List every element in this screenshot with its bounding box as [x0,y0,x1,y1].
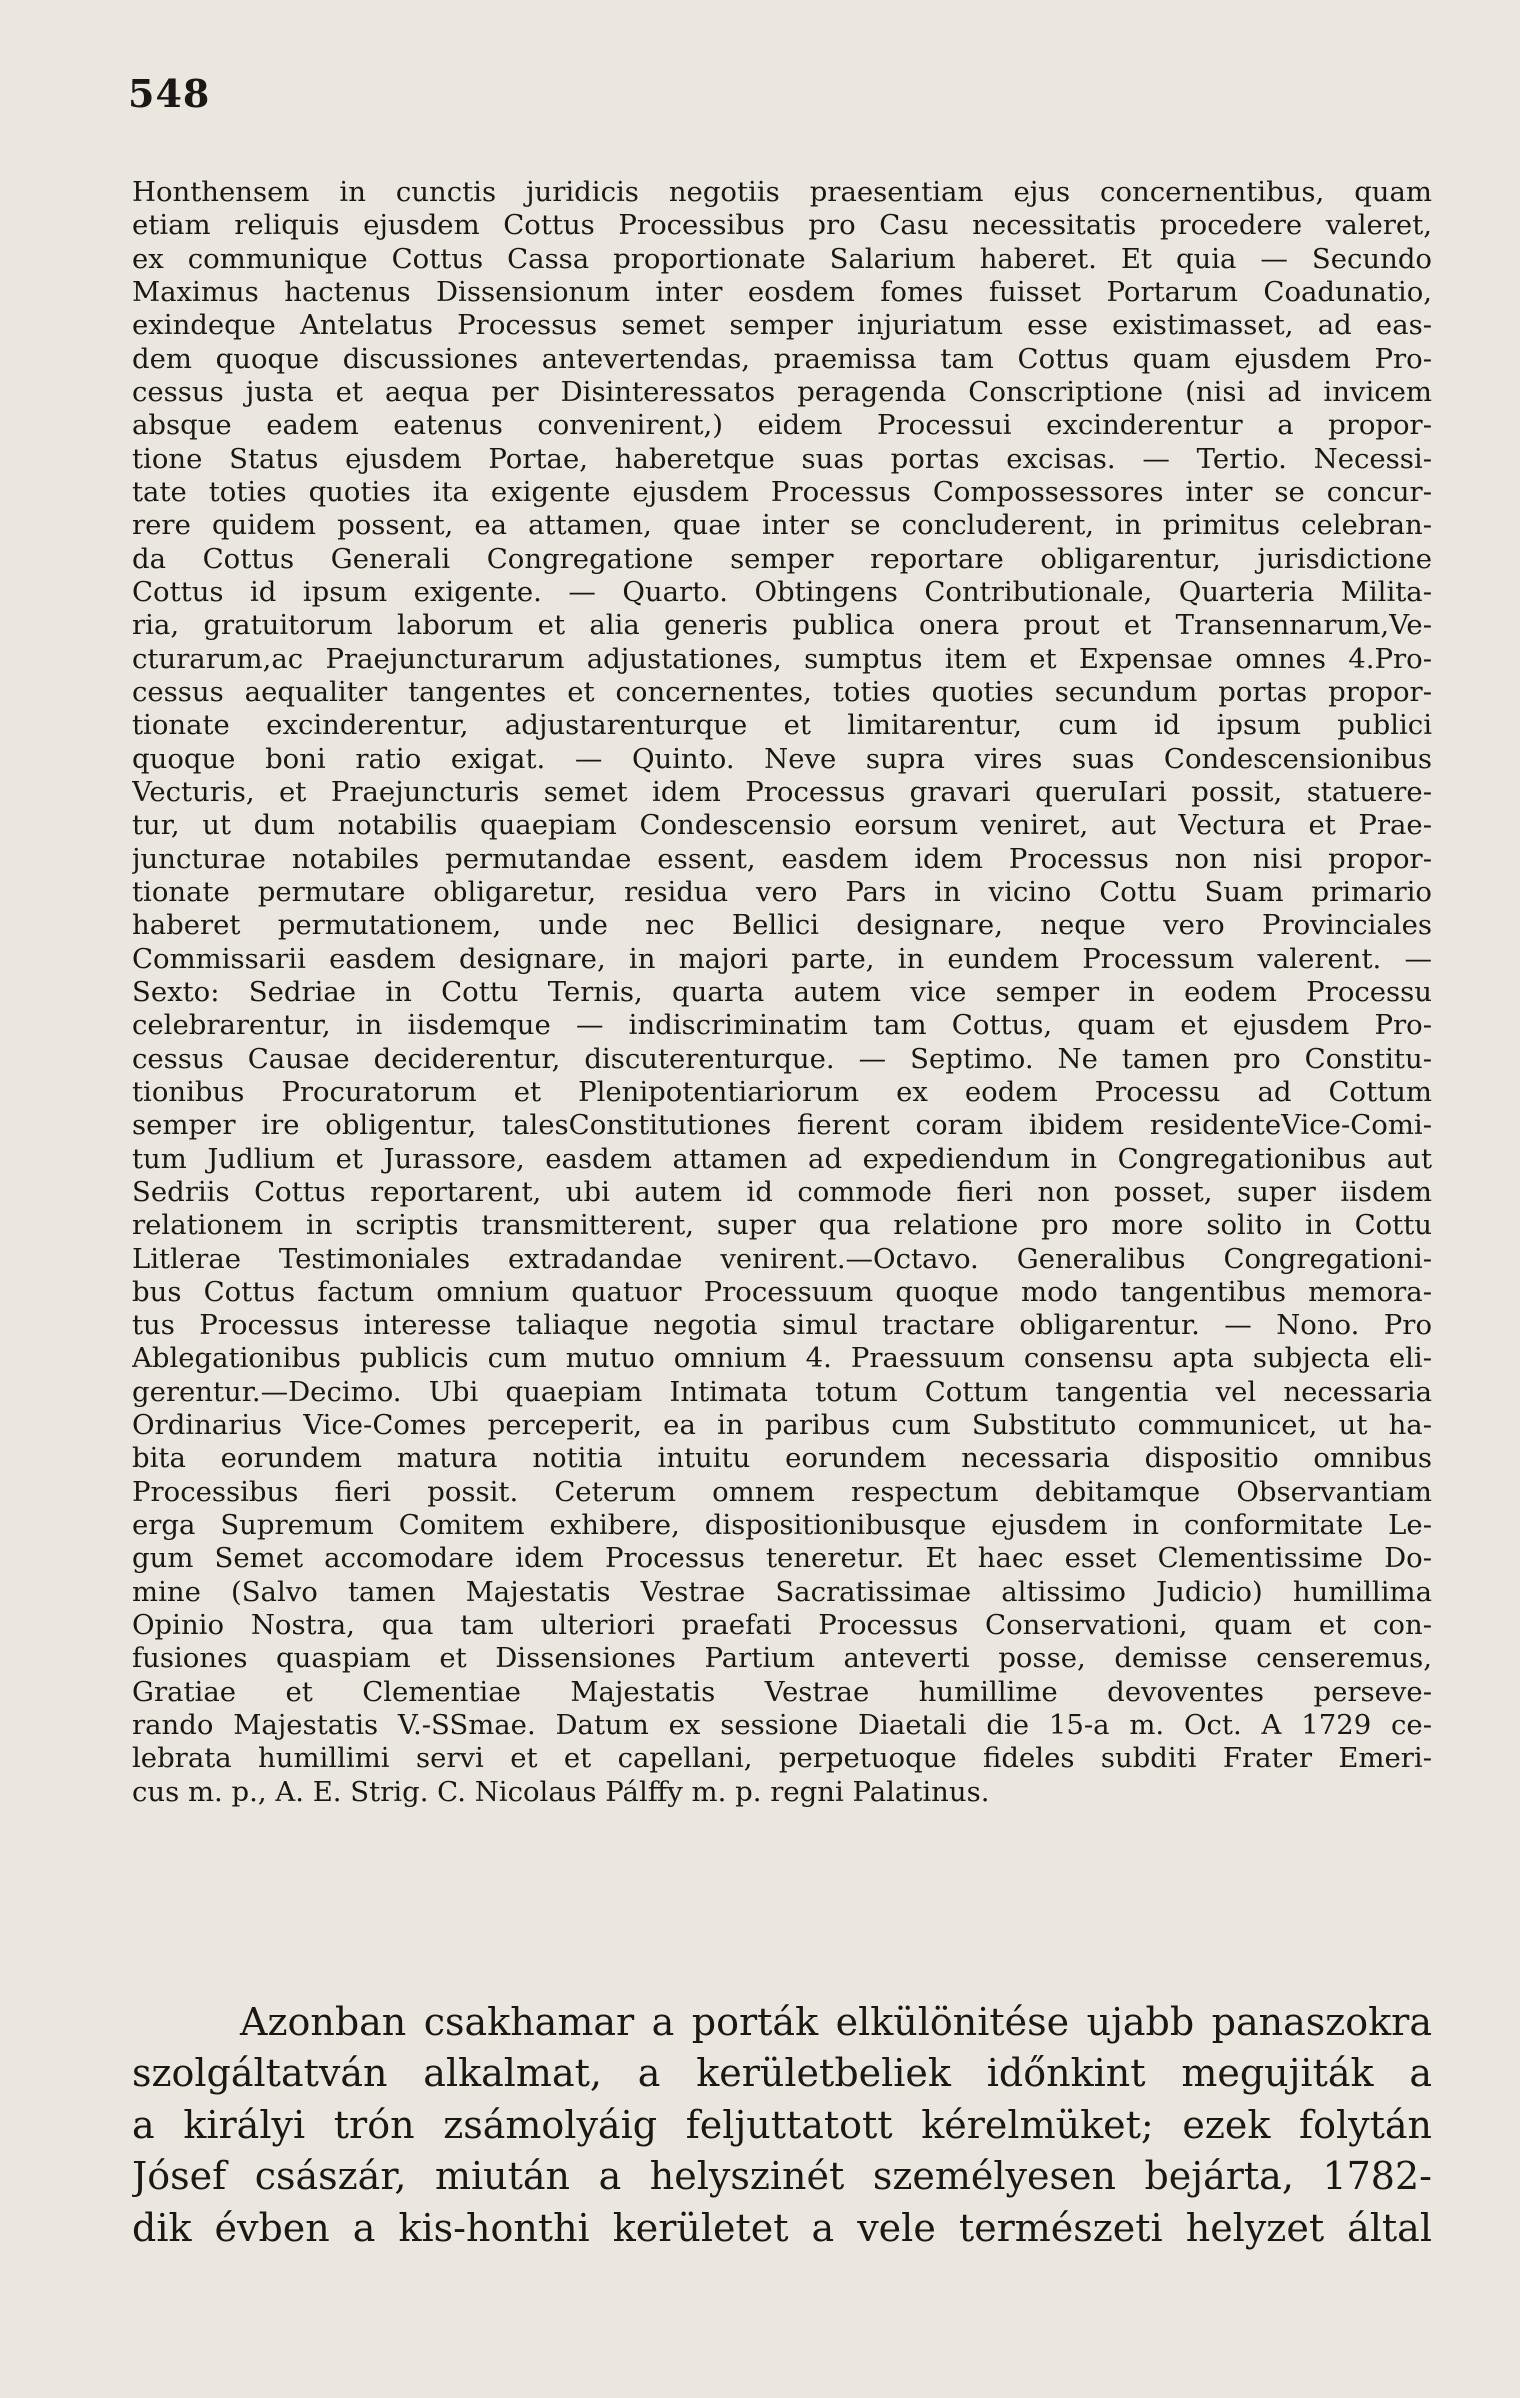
latin-text-line: Honthensem in cunctis juridicis negotiis praesentiam ejus concernentibus, quam [132,176,1432,208]
latin-text-line: tionibus Procuratorum et Plenipotentiariorum ex eodem Processu ad Cottum [132,1075,1432,1108]
latin-text-line: tionate permutare obligaretur, residua vero Pars in vicino Cottu Suam primario [132,875,1432,908]
latin-text-line: Commissarii easdem designare, in majori parte, in eundem Processum valerent. — [132,942,1432,975]
latin-text-line: tur, ut dum notabilis quaepiam Condescensio eorsum veniret, aut Vectura et Prae- [132,809,1432,842]
latin-text-line: Processibus fieri possit. Ceterum omnem respectum debitamque Observantiam [132,1475,1432,1508]
latin-text-line: lebrata humillimi servi et et capellani, perpetuoque fideles subditi Frater Emeri- [132,1742,1432,1775]
latin-text-line: Ordinarius Vice-Comes perceperit, ea in paribus cum Substituto communicet, ut ha- [132,1409,1432,1442]
latin-text-line: ex communique Cottus Cassa proportionate Salarium haberet. Et quia — Secundo [132,242,1432,275]
latin-text-line: cessus aequaliter tangentes et concernentes, toties quoties secundum portas propor- [132,675,1432,708]
latin-text-line: relationem in scriptis transmitterent, super qua relatione pro more solito in Cottu [132,1209,1432,1242]
latin-text-line: tione Status ejusdem Portae, haberetque suas portas excisas. — Tertio. Necessi- [132,442,1432,475]
hungarian-text-line: dik évben a kis-honthi kerületet a vele természeti helyzet által [132,2205,1432,2250]
latin-text-line: Ablegationibus publicis cum mutuo omnium 4. Praessuum consensu apta subjecta eli- [132,1342,1432,1375]
page-number: 548 [128,71,211,116]
latin-text-line: etiam reliquis ejusdem Cottus Processibus pro Casu necessitatis procedere valeret, [132,209,1432,242]
latin-text-line: Maximus hactenus Dissensionum inter eosdem fomes fuisset Portarum Coadunatio, [132,275,1432,308]
latin-text-line: fusiones quaspiam et Dissensiones Partium anteverti posse, demisse censeremus, [132,1642,1432,1675]
latin-text-line: rando Majestatis V.-SSmae. Datum ex sessione Diaetali die 15-a m. Oct. A 1729 ce- [132,1709,1432,1742]
latin-document-text [132,176,1432,1809]
latin-text-line: Gratiae et Clementiae Majestatis Vestrae humillime devoventes perseve- [132,1675,1432,1708]
latin-text-line: erga Supremum Comitem exhibere, dispositionibusque ejusdem in conformitate Le- [132,1509,1432,1542]
latin-text-line: dem quoque discussiones antevertendas, praemissa tam Cottus quam ejusdem Pro- [132,342,1432,375]
latin-text-line: Vecturis, et Praejuncturis semet idem Processus gravari queruIari possit, statuere- [132,775,1432,808]
hungarian-text-line: a királyi trón zsámolyáig feljuttatott kérelmüket; ezek folytán [132,2102,1432,2147]
latin-text-line: bus Cottus factum omnium quatuor Processuum quoque modo tangentibus memora- [132,1275,1432,1308]
latin-text-line: Cottus id ipsum exigente. — Quarto. Obtingens Contributionale, Quarteria Milita- [132,575,1432,608]
latin-text-line: Opinio Nostra, qua tam ulteriori praefati Processus Conservationi, quam et con- [132,1609,1432,1642]
latin-text-line: Sexto: Sedriae in Cottu Ternis, quarta autem vice semper in eodem Processu [132,975,1432,1008]
latin-text-line: semper ire obligentur, talesConstitutiones fierent coram ibidem residenteVice-Comi- [132,1109,1432,1142]
latin-text-line: Litlerae Testimoniales extradandae venirent.—Octavo. Generalibus Congregationi- [132,1242,1432,1275]
latin-text-line: mine (Salvo tamen Majestatis Vestrae Sacratissimae altissimo Judicio) humillima [132,1575,1432,1608]
latin-text-line: exindeque Antelatus Processus semet semper injuriatum esse existimasset, ad eas- [132,309,1432,342]
hungarian-text-line: Jósef császár, miután a helyszinét személyesen bejárta, 1782- [132,2154,1432,2199]
latin-text-line: absque eadem eatenus convenirent,) eidem Processui excinderentur a propor- [132,409,1432,442]
latin-text-line: gum Semet accomodare idem Processus teneretur. Et haec esset Clementissime Do- [132,1542,1432,1575]
latin-text-line: Sedriis Cottus reportarent, ubi autem id commode fieri non posset, super iisdem [132,1175,1432,1208]
latin-text-line: cessus justa et aequa per Disinteressatos peragenda Conscriptione (nisi ad invicem [132,375,1432,408]
hungarian-text-line: szolgáltatván alkalmat, a kerületbeliek időnkint megujiták a [132,2051,1432,2096]
latin-text-line: rere quidem possent, ea attamen, quae inter se concluderent, in primitus celebran- [132,509,1432,542]
latin-text-line: tum Judlium et Jurassore, easdem attamen ad expediendum in Congregationibus aut [132,1142,1432,1175]
latin-text-line: tate toties quoties ita exigente ejusdem Processus Compossessores inter se concur- [132,475,1432,508]
latin-text-line: cessus Causae deciderentur, discuterenturque. — Septimo. Ne tamen pro Constitu- [132,1042,1432,1075]
hungarian-paragraph [132,1997,1432,2254]
latin-text-line: celebrarentur, in iisdemque — indiscriminatim tam Cottus, quam et ejusdem Pro- [132,1009,1432,1042]
latin-text-line: haberet permutationem, unde nec Bellici designare, neque vero Provinciales [132,909,1432,942]
latin-text-line: juncturae notabiles permutandae essent, easdem idem Processus non nisi propor- [132,842,1432,875]
latin-text-line: da Cottus Generali Congregatione semper reportare obligarentur, jurisdictione [132,542,1432,575]
latin-text-line: cus m. p., A. E. Strig. C. Nicolaus Pálffy m. p. regni Palatinus. [132,1775,990,1808]
latin-text-line: ria, gratuitorum laborum et alia generis publica onera prout et Transennarum,Ve- [132,609,1432,642]
hungarian-text-line: Azonban csakhamar a porták elkülönitése ujabb panaszokra [240,2000,1432,2044]
latin-text-line: tus Processus interesse taliaque negotia simul tractare obligarentur. — Nono. Pro [132,1309,1432,1342]
latin-text-line: gerentur.—Decimo. Ubi quaepiam Intimata totum Cottum tangentia vel necessaria [132,1375,1432,1408]
latin-text-line: cturarum,ac Praejuncturarum adjustationes, sumptus item et Expensae omnes 4.Pro- [132,642,1432,675]
latin-text-line: bita eorundem matura notitia intuitu eorundem necessaria dispositio omnibus [132,1442,1432,1475]
latin-text-line: quoque boni ratio exigat. — Quinto. Neve supra vires suas Condescensionibus [132,742,1432,775]
latin-text-line: tionate excinderentur, adjustarenturque et limitarentur, cum id ipsum publici [132,709,1432,742]
